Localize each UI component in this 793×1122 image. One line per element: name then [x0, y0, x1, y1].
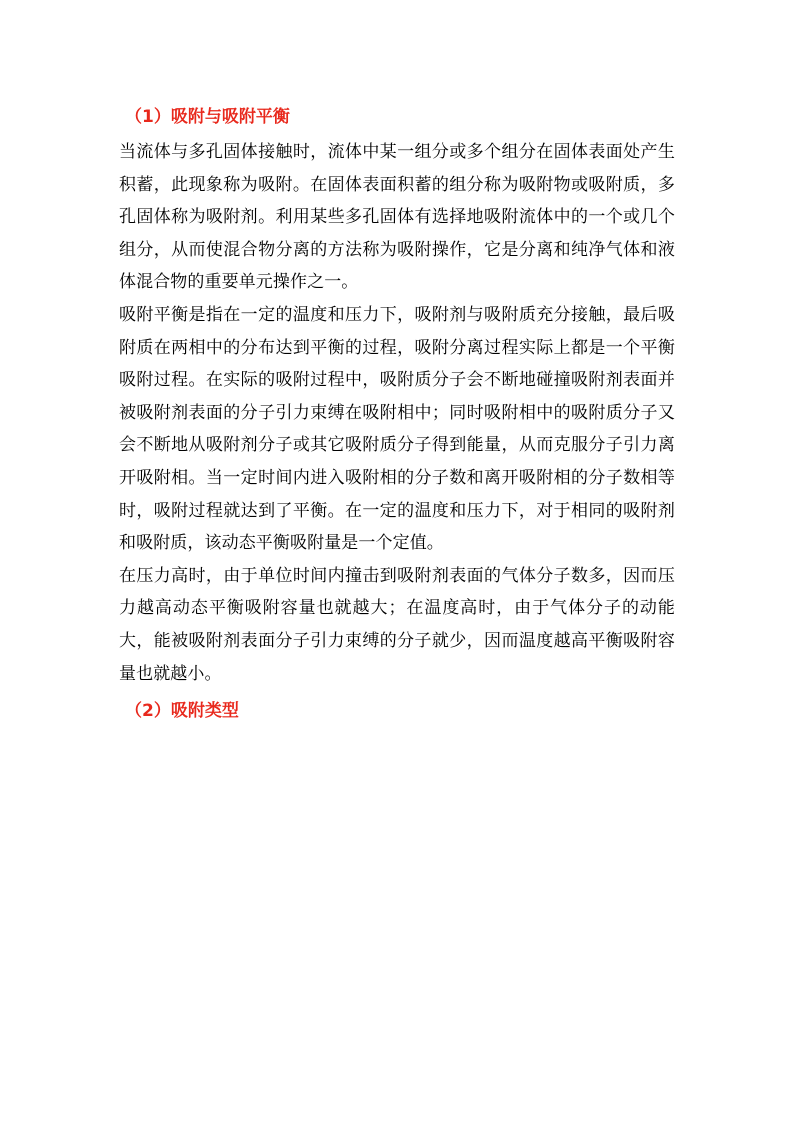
section-heading-adsorption-types: （2）吸附类型: [125, 701, 239, 722]
paragraph-adsorption-equilibrium: 吸附平衡是指在一定的温度和压力下，吸附剂与吸附质充分接触，最后吸附质在两相中的分布达到平衡的过程，吸附分离过程实际上都是一个平衡吸附过程。在实际的吸附过程中，吸附质分子会不断地碰撞吸附剂表面并被吸附剂表面的分子引力束缚在吸附相中；同时吸附相中的吸附质分子又会不断地从吸附剂分子或其它吸附质分子得到能量，从而克服分子引力离开吸附相。当一定时间内进入吸附相的分子数和离开吸附相的分子数相等时，吸附过程就达到了平衡。在一定的温度和压力下，对于相同的吸附剂和吸附质，该动态平衡吸附量是一个定值。: [119, 304, 675, 554]
paragraph-pressure-temperature: 在压力高时，由于单位时间内撞击到吸附剂表面的气体分子数多，因而压力越高动态平衡吸附容量也就越大；在温度高时，由于气体分子的动能大，能被吸附剂表面分子引力束缚的分子就少，因而温度越高平衡吸附容量也就越小。: [119, 565, 675, 684]
section-heading-adsorption-equilibrium: （1）吸附与吸附平衡: [125, 107, 290, 127]
paragraph-adsorption-definition: 当流体与多孔固体接触时，流体中某一组分或多个组分在固体表面处产生积蓄，此现象称为吸附。在固体表面积蓄的组分称为吸附物或吸附质，多孔固体称为吸附剂。利用某些多孔固体有选择地吸附流体中的一个或几个组分，从而使混合物分离的方法称为吸附操作，它是分离和纯净气体和液体混合物的重要单元操作之一。: [119, 142, 675, 293]
document-body: [119, 100, 675, 730]
